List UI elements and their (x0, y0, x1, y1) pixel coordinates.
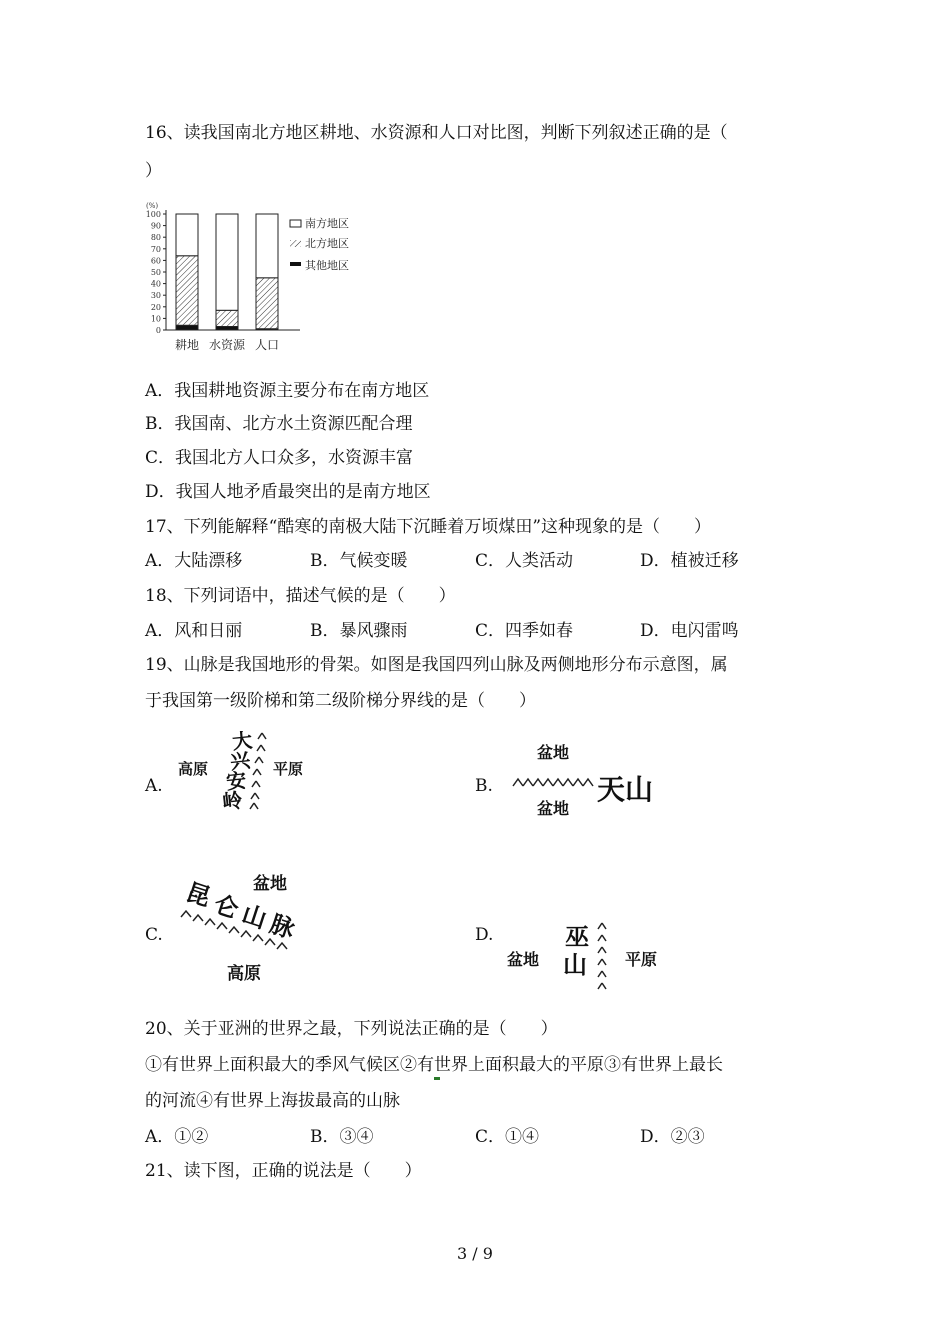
q19-option-d-figure (505, 915, 675, 995)
legend-label: 其他地区 (305, 259, 349, 272)
q19-option-b-letter: B. (475, 776, 493, 796)
q19-option-a-figure (170, 725, 320, 815)
q19-b-basin-bottom-label: 盆地 (537, 799, 570, 818)
bar-segment-3 (256, 214, 278, 278)
y-tick-label: 50 (150, 268, 161, 277)
q16-stacked-bar-chart (140, 198, 390, 358)
bar-segment-1 (216, 327, 238, 330)
q18-option-d: D．电闪雷鸣 (640, 621, 739, 641)
y-tick-label: 60 (150, 256, 161, 266)
y-tick-label: 0 (155, 326, 161, 335)
q19-option-d-letter: D. (475, 925, 494, 945)
q16-option-b: B．我国南、北方水土资源匹配合理 (145, 414, 413, 434)
page-number: 3 / 9 (457, 1244, 493, 1263)
y-tick-label: 70 (150, 244, 161, 254)
y-tick-label: 100 (145, 210, 161, 219)
y-tick-label: 90 (150, 221, 161, 231)
q19-b-basin-top-label: 盆地 (537, 743, 570, 762)
q19-c-mountain-char-1: 昆 (182, 877, 214, 912)
q18-option-c: C．四季如春 (475, 621, 574, 641)
q16-option-c: C．我国北方人口众多，水资源丰富 (145, 448, 414, 468)
q19-a-plain-label: 平原 (273, 760, 304, 778)
q20-option-c: C．①④ (475, 1127, 540, 1147)
bar-segment-2 (256, 278, 278, 329)
q19-b-mountain-label: 天山 (597, 773, 654, 806)
y-tick-label: 40 (150, 279, 161, 289)
q19-option-c-letter: C. (145, 925, 163, 945)
legend-swatch (290, 240, 301, 247)
q19-a-mountain-char-4: 岭 (220, 788, 244, 814)
q16-stem-cont: ） (145, 161, 162, 181)
q19-c-mountain-char-3: 山 (238, 899, 270, 934)
legend-label: 南方地区 (305, 217, 349, 230)
q17-stem: 17、下列能解释“酷寒的南极大陆下沉睡着万顷煤田”这种现象的是（ ） (145, 517, 712, 537)
q17-option-d: D．植被迁移 (640, 551, 739, 571)
q19-option-a-letter: A. (145, 776, 163, 796)
q18-option-a: A．风和日丽 (145, 621, 243, 641)
bar-segment-2 (216, 310, 238, 326)
bar-segment-3 (216, 214, 238, 310)
legend-label: 北方地区 (305, 237, 349, 250)
q19-stem: 19、山脉是我国地形的骨架。如图是我国四列山脉及两侧地形分布示意图，属 (145, 655, 728, 675)
q16-option-d: D．我国人地矛盾最突出的是南方地区 (145, 482, 431, 502)
q19-b-mountain-icon (511, 774, 597, 790)
q19-d-plain-label: 平原 (625, 950, 658, 969)
q19-d-basin-label: 盆地 (507, 950, 540, 969)
y-tick-label: 30 (150, 291, 161, 301)
q20-option-b: B．③④ (310, 1127, 374, 1147)
q19-a-mountain-icon (248, 731, 270, 811)
legend-swatch (290, 220, 301, 227)
q19-a-mountain-char-2: 兴 (228, 748, 252, 774)
category-label: 耕地 (174, 338, 200, 352)
q19-c-mountain-icon (179, 909, 309, 953)
q20-option-d: D．②③ (640, 1127, 705, 1147)
q17-option-c: C．人类活动 (475, 551, 574, 571)
q19-option-c-figure (175, 865, 315, 985)
q17-option-a: A．大陆漂移 (145, 551, 243, 571)
q19-c-mountain-char-4: 脉 (266, 909, 298, 944)
q19-c-basin-label: 盆地 (253, 874, 287, 894)
y-tick-label: 80 (150, 233, 161, 243)
q19-c-plateau-label: 高原 (227, 964, 261, 984)
q19-d-mountain-icon (593, 921, 611, 993)
q20-stem: 20、关于亚洲的世界之最，下列说法正确的是（ ） (145, 1019, 558, 1039)
q20-detail-line2: 的河流④有世界上海拔最高的山脉 (145, 1091, 400, 1111)
q18-stem: 18、下列词语中，描述气候的是（ ） (145, 586, 456, 606)
bar-segment-1 (176, 325, 198, 330)
q20-detail-line1: ①有世界上面积最大的季风气候区②有世界上面积最大的平原③有世界上最长 (145, 1055, 723, 1075)
q16-stem: 16、读我国南北方地区耕地、水资源和人口对比图，判断下列叙述正确的是（ (145, 123, 728, 143)
q21-stem: 21、读下图，正确的说法是（ ） (145, 1161, 422, 1181)
y-tick-label: 20 (150, 302, 161, 312)
q19-a-mountain-char-1: 大 (230, 728, 254, 754)
green-mark (434, 1077, 440, 1080)
q19-a-mountain-char-3: 安 (224, 768, 248, 794)
q19-option-b-figure (505, 740, 675, 820)
q19-d-mountain-char-1: 巫 (565, 923, 589, 951)
q19-c-mountain-char-2: 仑 (210, 889, 242, 924)
q16-option-a: A．我国耕地资源主要分布在南方地区 (145, 381, 430, 401)
legend-swatch (290, 262, 301, 266)
q19-a-plateau-label: 高原 (178, 760, 209, 778)
q19-d-mountain-char-2: 山 (563, 951, 587, 979)
y-tick-label: 10 (150, 314, 161, 324)
q19-stem-cont: 于我国第一级阶梯和第二级阶梯分界线的是（ ） (145, 691, 536, 711)
q17-option-b: B．气候变暖 (310, 551, 408, 571)
unit-label: (%) (146, 202, 159, 210)
category-label: 人口 (254, 338, 280, 352)
q18-option-b: B．暴风骤雨 (310, 621, 408, 641)
q20-option-a: A．①② (145, 1127, 209, 1147)
category-label: 水资源 (208, 338, 246, 352)
bar-segment-2 (176, 256, 198, 326)
bar-segment-3 (176, 214, 198, 256)
